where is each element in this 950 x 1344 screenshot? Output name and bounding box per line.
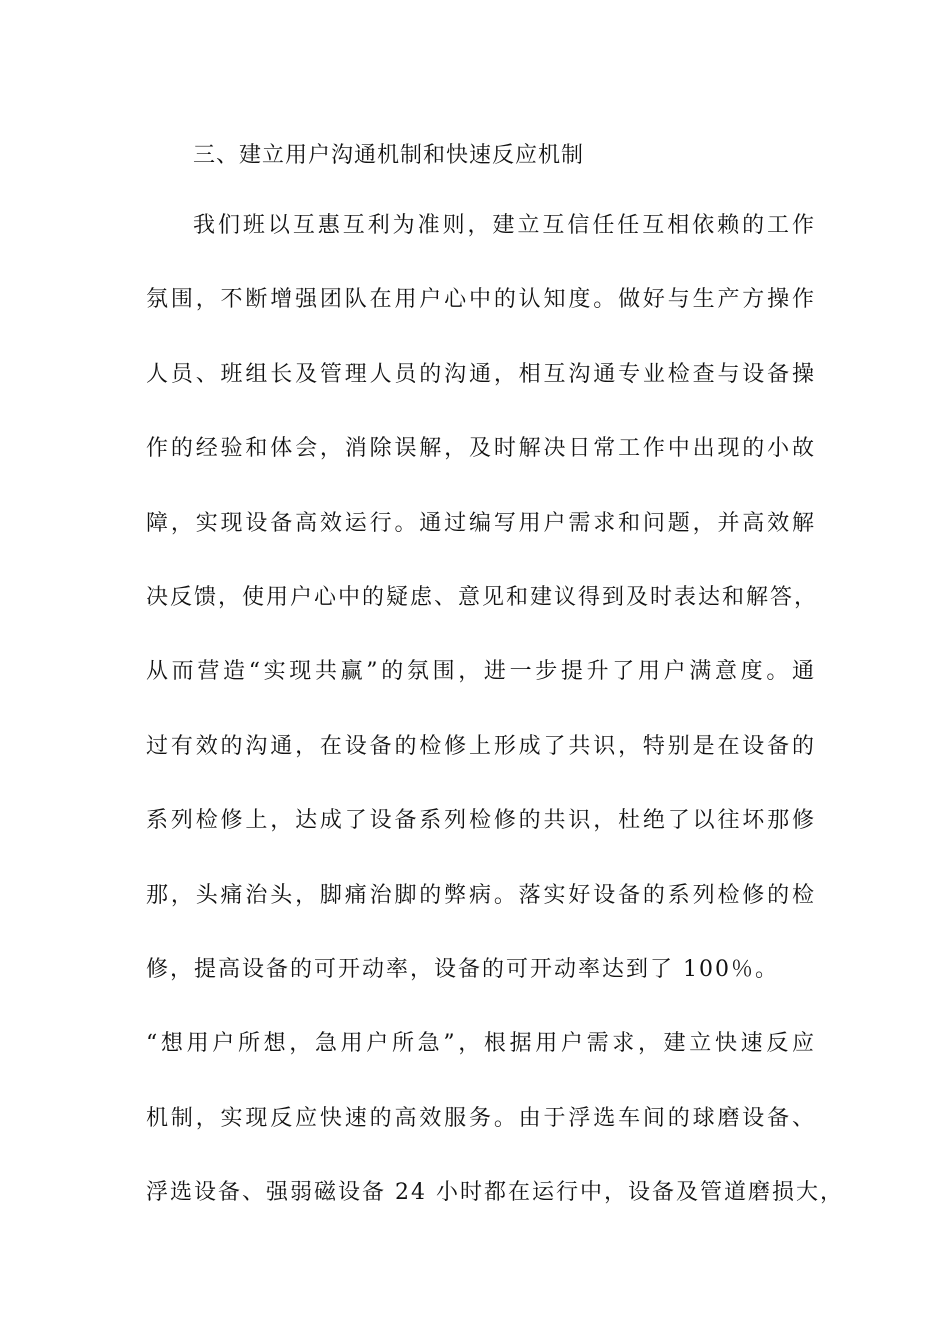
text-line: 系列检修上，达成了设备系列检修的共识，杜绝了以往坏那修 [146,808,816,834]
text-line: 从而营造“实现共赢”的氛围，进一步提升了用户满意度。通 [146,659,816,685]
text-line: 机制，实现反应快速的高效服务。由于浮选车间的球磨设备、 [146,1105,816,1131]
text-line: 作的经验和体会，消除误解，及时解决日常工作中出现的小故 [146,436,816,462]
body-text [146,208,844,1249]
text-line: “想用户所想，急用户所急”，根据用户需求，建立快速反应 [146,1031,816,1057]
text-line: 人员、班组长及管理人员的沟通，相互沟通专业检查与设备操 [146,361,816,387]
text-line: 那，头痛治头，脚痛治脚的弊病。落实好设备的系列检修的检 [146,882,816,908]
text-line: 我们班以互惠互利为准则，建立互信任任互相依赖的工作 [193,213,816,238]
text-line: 浮选设备、强弱磁设备 24 小时都在运行中，设备及管道磨损大， [146,1180,844,1206]
text-line: 修，提高设备的可开动率，设备的可开动率达到了 100％。 [146,956,779,982]
text-line: 过有效的沟通，在设备的检修上形成了共识，特别是在设备的 [146,733,816,759]
text-line: 氛围，不断增强团队在用户心中的认知度。做好与生产方操作 [146,287,816,313]
section-heading: 三、建立用户沟通机制和快速反应机制 [193,143,585,168]
text-line: 障，实现设备高效运行。通过编写用户需求和问题，并高效解 [146,510,816,536]
text-line: 决反馈，使用户心中的疑虑、意见和建议得到及时表达和解答， [146,584,819,610]
